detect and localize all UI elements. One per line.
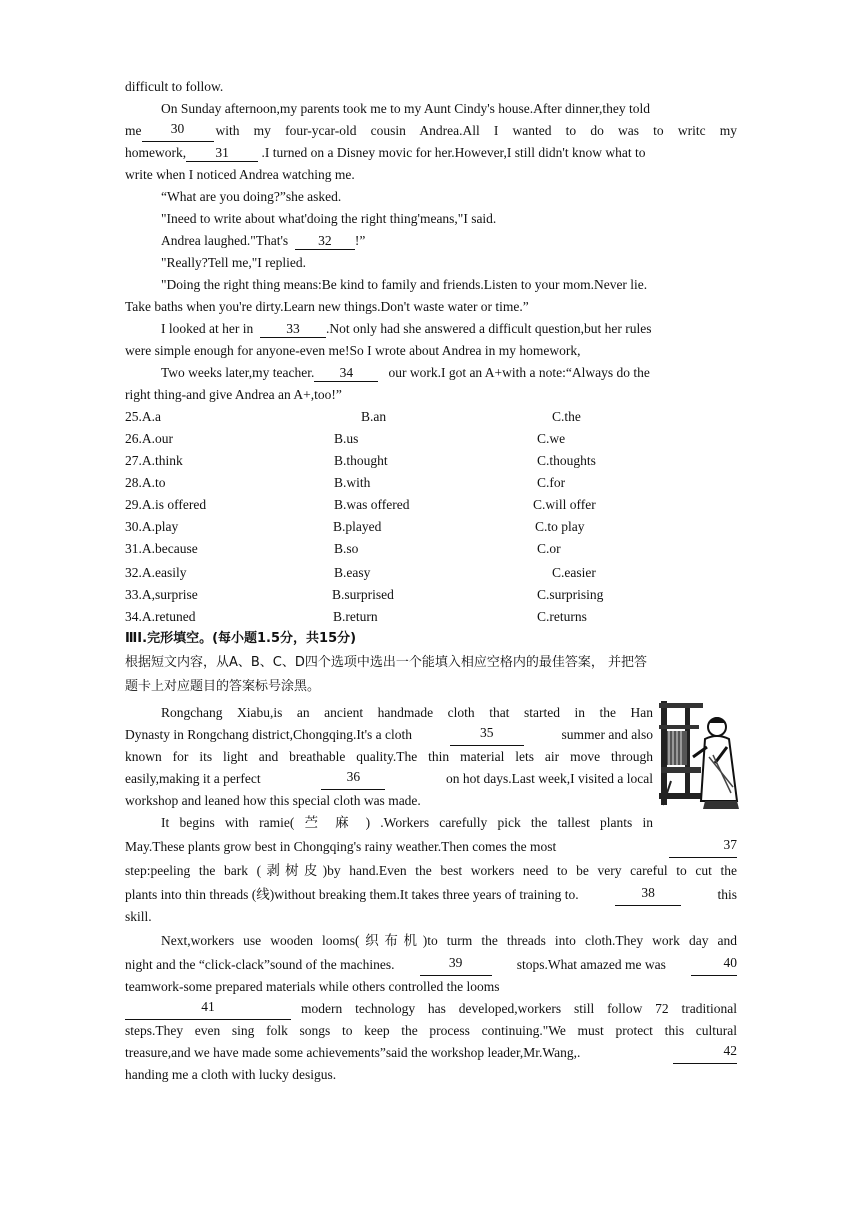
paragraph-line: teamwork-some prepared materials while others controlled the looms — [125, 979, 500, 994]
blank-33: 33 — [260, 320, 326, 338]
paragraph-line: were simple enough for anyone-even me!So I wrote about Andrea in my homework, — [125, 343, 581, 358]
option-b: B.easy — [334, 565, 371, 580]
paragraph-line: night and the “click-clack”sound of the machines. 39 stops.What amazed me was 40 — [125, 954, 737, 976]
option-a: 26.A.our — [125, 431, 173, 446]
paragraph-line: workshop and leaned how this special cloth was made. — [125, 793, 421, 808]
paragraph-line: Dynasty in Rongchang district,Chongqing.It's a cloth 35 summer and also — [125, 724, 653, 746]
option-a: 29.A.is offered — [125, 497, 207, 512]
blank-30: 30 — [142, 120, 214, 142]
paragraph-line: I looked at her in 33 .Not only had she answered a difficult question,but her rules — [161, 321, 652, 336]
option-a: 31.A.because — [125, 541, 198, 556]
option-b: B.was offered — [334, 497, 410, 512]
option-c: C.we — [537, 431, 566, 446]
section-title: ⅢI.完形填空。(每小题1.5分，共15分) — [125, 631, 357, 646]
blank-31: 31 — [186, 144, 258, 162]
option-c: C.will offer — [533, 497, 596, 512]
option-c: C.returns — [537, 609, 587, 624]
dialogue-line: "Doing the right thing means:Be kind to family and friends.Listen to your mom.Never lie. — [161, 277, 648, 292]
option-c: C.easier — [552, 565, 596, 580]
dialogue-line: "Ineed to write about what'doing the right thing'means,"I said. — [161, 211, 497, 226]
option-a: 32.A.easily — [125, 565, 187, 580]
instruction-line: 根据短文内容，从A、B、C、D四个选项中选出一个能填入相应空格内的最佳答案， 并把答 — [125, 655, 648, 670]
option-a: 28.A.to — [125, 475, 166, 490]
paragraph-line: Rongchang Xiabu,is an ancient handmade cloth that started in the Han — [161, 705, 653, 720]
paragraph-line: On Sunday afternoon,my parents took me to my Aunt Cindy's house.After dinner,they told — [161, 101, 650, 116]
paragraph-line: write when I noticed Andrea watching me. — [125, 167, 355, 182]
dialogue-line: Take baths when you're dirty.Learn new things.Don't waste water or time.” — [125, 299, 529, 314]
option-c: C.to play — [535, 519, 585, 534]
paragraph-line: me 30 with my four-ycar-old cousin Andrea.All I wanted to do was to writc my — [125, 120, 737, 142]
option-a: 34.A.retuned — [125, 609, 196, 624]
option-row — [125, 562, 737, 584]
option-c: C.or — [537, 541, 561, 556]
paragraph-line: 41 modern technology has developed,workers still follow 72 traditional — [125, 998, 737, 1020]
weaver-at-loom-icon — [657, 697, 742, 813]
paragraph-line: plants into thin threads (线)without breaking them.It takes three years of training to. 38 this — [125, 884, 737, 906]
option-row — [125, 428, 737, 450]
paragraph-line: treasure,and we have made some achievements”said the workshop leader,Mr.Wang,. 42 — [125, 1042, 737, 1064]
paragraph-line: steps.They even sing folk songs to keep the process continuing."We must protect this cultural — [125, 1023, 737, 1038]
option-row — [125, 538, 737, 560]
option-c: C.surprising — [537, 587, 604, 602]
dialogue-line: “What are you doing?”she asked. — [161, 189, 342, 204]
paragraph-line: step:peeling the bark (剥树皮)by hand.Even the best workers need to be very careful to cut the — [125, 863, 737, 878]
passage-fragment: difficult to follow. — [125, 79, 224, 94]
option-row — [125, 516, 737, 538]
option-b: B.us — [334, 431, 359, 446]
option-b: B.an — [361, 409, 387, 424]
option-row — [125, 606, 737, 628]
dialogue-line: "Really?Tell me,"I replied. — [161, 255, 307, 270]
option-b: B.surprised — [332, 587, 394, 602]
blank-36: 36 — [321, 768, 385, 790]
blank-41: 41 — [125, 998, 291, 1020]
paragraph-line: It begins with ramie( 苎 麻 ) .Workers carefully pick the tallest plants in — [161, 815, 653, 830]
option-row — [125, 584, 737, 606]
paragraph-line: homework, 31 .I turned on a Disney movic for her.However,I still didn't know what to — [125, 145, 646, 160]
blank-35: 35 — [450, 724, 524, 746]
option-c: C.the — [552, 409, 581, 424]
blank-39: 39 — [420, 954, 492, 976]
paragraph-line: Next,workers use wooden looms(织布机)to turm the threads into cloth.They work day and — [161, 933, 737, 948]
paragraph-line: May.These plants grow best in Chongqing's rainy weather.Then comes the most 37 — [125, 836, 737, 858]
blank-32: 32 — [295, 232, 355, 250]
option-b: B.return — [333, 609, 378, 624]
option-a: 25.A.a — [125, 409, 161, 424]
option-c: C.thoughts — [537, 453, 596, 468]
paragraph-line: Two weeks later,my teacher. 34 our work.I got an A+with a note:“Always do the — [161, 365, 650, 380]
option-b: B.played — [333, 519, 382, 534]
blank-38: 38 — [615, 884, 681, 906]
paragraph-line: right thing-and give Andrea an A+,too!” — [125, 387, 342, 402]
option-a: 33.A,surprise — [125, 587, 198, 602]
option-b: B.thought — [334, 453, 388, 468]
dialogue-line: Andrea laughed."That's 32 !” — [161, 233, 366, 248]
blank-34: 34 — [314, 364, 378, 382]
paragraph-line: easily,making it a perfect 36 on hot days.Last week,I visited a local — [125, 768, 653, 790]
instruction-line: 题卡上对应题目的答案标号涂黑。 — [125, 679, 321, 694]
blank-40: 40 — [691, 954, 737, 976]
paragraph-line: skill. — [125, 909, 152, 924]
option-row — [125, 450, 737, 472]
option-row — [125, 472, 737, 494]
option-row — [125, 406, 737, 428]
option-row — [125, 494, 737, 516]
blank-42: 42 — [673, 1042, 737, 1064]
paragraph-line: known for its light and breathable quality.The thin material lets air move through — [125, 749, 653, 764]
blank-37: 37 — [669, 836, 737, 858]
option-b: B.with — [334, 475, 371, 490]
option-a: 27.A.think — [125, 453, 183, 468]
option-b: B.so — [334, 541, 359, 556]
option-c: C.for — [537, 475, 566, 490]
option-a: 30.A.play — [125, 519, 179, 534]
paragraph-line: handing me a cloth with lucky desigus. — [125, 1067, 337, 1082]
